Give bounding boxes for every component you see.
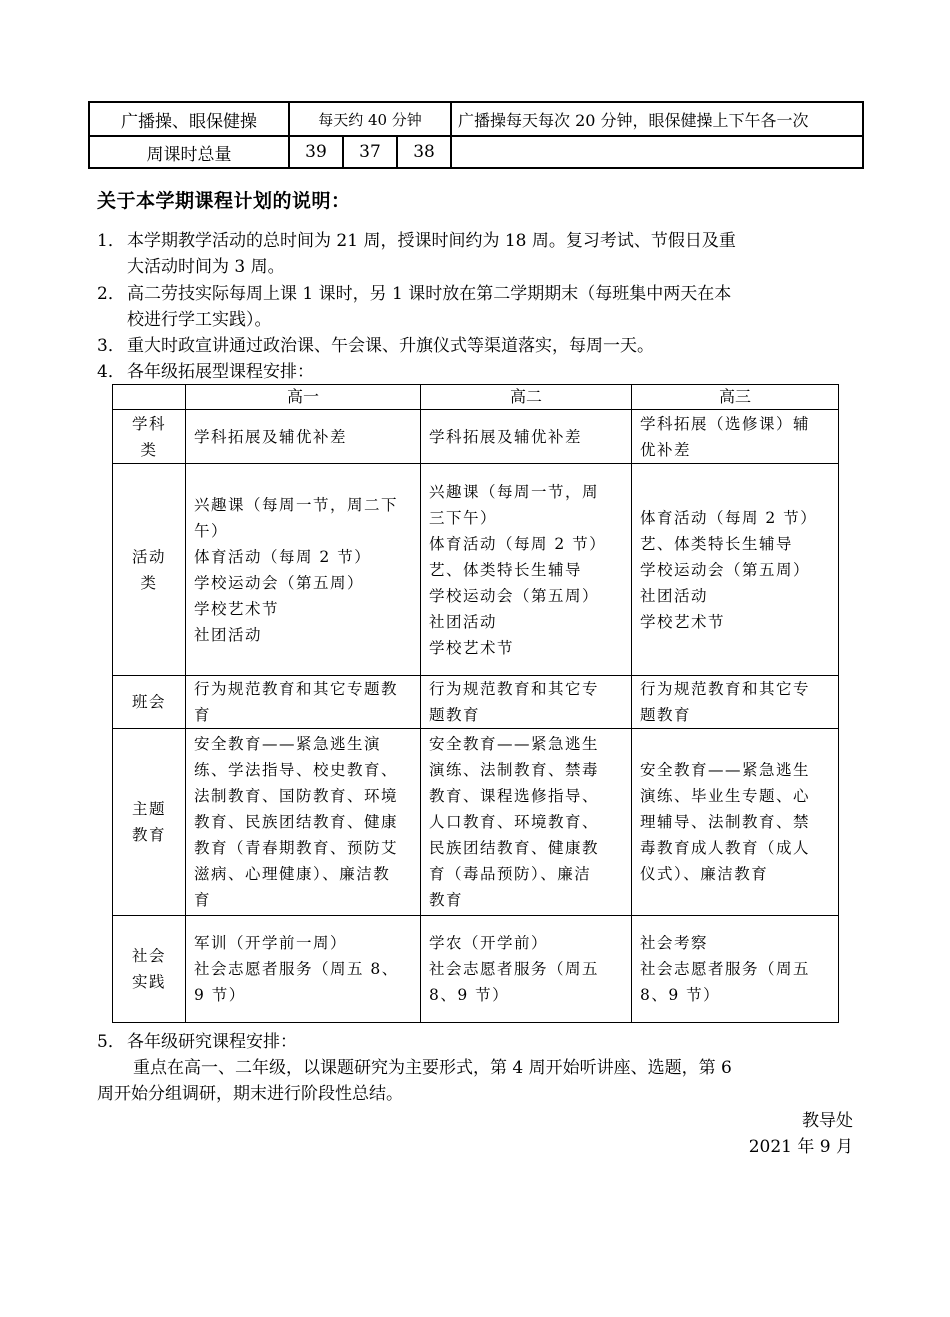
item-text-continued: 校进行学工实践）。 xyxy=(127,310,272,330)
cell-line: 教育（青春期教育、预防艾 xyxy=(194,839,399,857)
table-cell xyxy=(186,916,421,1023)
cell-line: 教育、民族团结教育、健康 xyxy=(194,813,399,831)
category-label: 学科 xyxy=(131,414,166,433)
table-cell xyxy=(632,676,839,729)
cell-line: 民族团结教育、健康教 xyxy=(429,839,600,857)
cell-line: 题教育 xyxy=(640,706,692,724)
cell-line: 学校运动会（第五周） xyxy=(429,586,600,605)
category-label: 社会 xyxy=(131,947,166,965)
header-grade-11: 高二 xyxy=(421,385,632,410)
cell-line: 教育 xyxy=(429,891,464,909)
cell-line: 育（毒品预防）、廉洁 xyxy=(429,865,592,883)
signature-office: 教导处 xyxy=(802,1111,853,1131)
item-text-continued: 大活动时间为 3 周。 xyxy=(127,257,285,277)
cell-line: 艺、体类特长生辅导 xyxy=(640,534,794,553)
cell-line: 人口教育、环境教育、 xyxy=(429,813,600,831)
notes-title: 关于本学期课程计划的说明： xyxy=(97,190,351,212)
cell-line: 演练、毕业生专题、心 xyxy=(640,787,811,805)
cell-line: 学校艺术节 xyxy=(640,612,726,631)
cell-line: 社会志愿者服务（周五 xyxy=(429,960,600,978)
table-row xyxy=(89,136,863,168)
cell-line: 毒教育成人教育（成人 xyxy=(640,839,811,857)
item-number: 5． xyxy=(97,1032,125,1052)
category-cell xyxy=(113,676,186,729)
category-label: 实践 xyxy=(131,973,166,991)
row-note xyxy=(451,136,863,168)
cell-line: 育 xyxy=(194,706,212,724)
category-cell xyxy=(113,916,186,1023)
category-label: 类 xyxy=(140,440,158,459)
cell-line: 安全教育——紧急逃生 xyxy=(640,761,811,779)
cell-line: 学校运动会（第五周） xyxy=(194,573,365,592)
cell-line: 练、学法指导、校史教育、 xyxy=(194,761,399,779)
cell-line: 8、9 节） xyxy=(429,986,510,1004)
category-label: 教育 xyxy=(131,826,166,844)
paragraph-line: 周开始分组调研，期末进行阶段性总结。 xyxy=(97,1084,403,1104)
table-cell xyxy=(632,410,839,464)
table-cell xyxy=(421,676,632,729)
extension-courses-table xyxy=(112,384,839,1023)
daily-duration: 每天约 40 分钟 xyxy=(289,102,451,136)
category-label: 类 xyxy=(140,573,158,592)
cell-line: 行为规范教育和其它专 xyxy=(640,680,811,698)
table-row xyxy=(113,916,839,1023)
table-cell xyxy=(421,729,632,916)
cell-line: 滋病、心理健康）、廉洁教 xyxy=(194,865,391,883)
row-label: 广播操、眼保健操 xyxy=(89,102,289,136)
header-blank xyxy=(113,385,186,410)
cell-line: 题教育 xyxy=(429,706,481,724)
table-cell xyxy=(421,410,632,464)
list-item xyxy=(97,228,859,280)
paragraph-line: 重点在高一、二年级，以课题研究为主要形式，第 4 周开始听讲座、选题，第 6 xyxy=(133,1058,732,1078)
table-row xyxy=(113,464,839,676)
list-item xyxy=(97,1029,859,1055)
category-cell xyxy=(113,464,186,676)
item-number: 2． xyxy=(97,284,125,304)
header-grade-10: 高一 xyxy=(186,385,421,410)
cell-line: 社团活动 xyxy=(640,586,709,605)
cell-line: 仪式）、廉洁教育 xyxy=(640,865,769,883)
header-grade-12: 高三 xyxy=(632,385,839,410)
cell-line: 军训（开学前一周） xyxy=(194,934,348,952)
table-row xyxy=(113,410,839,464)
table-cell xyxy=(632,916,839,1023)
table-row xyxy=(89,102,863,136)
item-number: 1． xyxy=(97,231,125,251)
category-cell xyxy=(113,729,186,916)
table-row xyxy=(113,676,839,729)
cell-line: 行为规范教育和其它专题教 xyxy=(194,680,399,698)
item-number: 3． xyxy=(97,336,125,356)
cell-line: 安全教育——紧急逃生 xyxy=(429,735,600,753)
cell-line: 兴趣课（每周一节，周 xyxy=(429,482,600,501)
cell-line: 安全教育——紧急逃生演 xyxy=(194,735,382,753)
item-text: 本学期教学活动的总时间为 21 周，授课时间约为 18 周。复习考试、节假日及重 xyxy=(127,231,736,251)
signature-date: 2021 年 9 月 xyxy=(748,1137,853,1157)
table-cell xyxy=(632,464,839,676)
grade-10-hours: 39 xyxy=(289,136,343,168)
table-cell xyxy=(186,729,421,916)
item-text: 重大时政宣讲通过政治课、午会课、升旗仪式等渠道落实，每周一天。 xyxy=(127,336,654,356)
grade-11-hours: 37 xyxy=(343,136,397,168)
cell-line: 学校运动会（第五周） xyxy=(640,560,811,579)
cell-line: 优补差 xyxy=(640,440,692,459)
list-item xyxy=(97,333,859,359)
item-text: 各年级研究课程安排： xyxy=(127,1032,297,1052)
cell-line: 法制教育、国防教育、环境 xyxy=(194,787,399,805)
cell-line: 艺、体类特长生辅导 xyxy=(429,560,583,579)
cell-line: 兴趣课（每周一节，周二下 xyxy=(194,495,399,514)
cell-line: 学校艺术节 xyxy=(194,599,280,618)
table-cell xyxy=(186,464,421,676)
category-label: 班会 xyxy=(131,693,166,711)
cell-line: 社会志愿者服务（周五 8、 xyxy=(194,960,399,978)
cell-line: 学农（开学前） xyxy=(429,934,549,952)
table-cell xyxy=(421,464,632,676)
table-header-row xyxy=(113,385,839,410)
item-text: 各年级拓展型课程安排： xyxy=(127,362,314,382)
cell-line: 教育、课程选修指导、 xyxy=(429,787,600,805)
cell-line: 育 xyxy=(194,891,212,909)
table-cell xyxy=(186,676,421,729)
cell-line: 社团活动 xyxy=(429,612,498,631)
cell-line: 9 节） xyxy=(194,986,246,1004)
list-item xyxy=(97,359,859,385)
cell-line: 学科拓展及辅优补差 xyxy=(429,427,583,446)
category-label: 活动 xyxy=(131,547,166,566)
cell-line: 8、9 节） xyxy=(640,986,721,1004)
cell-line: 社会考察 xyxy=(640,934,709,952)
schedule-summary-table xyxy=(88,101,864,169)
cell-line: 体育活动（每周 2 节） xyxy=(194,547,372,566)
cell-line: 体育活动（每周 2 节） xyxy=(429,534,607,553)
table-cell xyxy=(421,916,632,1023)
table-cell xyxy=(632,729,839,916)
row-label: 周课时总量 xyxy=(89,136,289,168)
list-item xyxy=(97,281,859,333)
research-plan-paragraph xyxy=(97,1055,859,1107)
category-label: 主题 xyxy=(131,800,166,818)
grade-12-hours: 38 xyxy=(397,136,451,168)
table-cell xyxy=(186,410,421,464)
cell-line: 行为规范教育和其它专 xyxy=(429,680,600,698)
cell-line: 三下午） xyxy=(429,508,498,527)
cell-line: 演练、法制教育、禁毒 xyxy=(429,761,600,779)
cell-line: 学校艺术节 xyxy=(429,638,515,657)
cell-line: 学科拓展及辅优补差 xyxy=(194,427,348,446)
cell-line: 社会志愿者服务（周五 xyxy=(640,960,811,978)
item-text: 高二劳技实际每周上课 1 课时，另 1 课时放在第二学期期末（每班集中两天在本 xyxy=(127,284,732,304)
cell-line: 理辅导、法制教育、禁 xyxy=(640,813,811,831)
category-cell xyxy=(113,410,186,464)
item-number: 4． xyxy=(97,362,125,382)
cell-line: 午） xyxy=(194,521,229,540)
cell-line: 体育活动（每周 2 节） xyxy=(640,508,818,527)
cell-line: 社团活动 xyxy=(194,625,263,644)
table-row xyxy=(113,729,839,916)
row-note: 广播操每天每次 20 分钟，眼保健操上下午各一次 xyxy=(451,102,863,136)
cell-line: 学科拓展（选修课）辅 xyxy=(640,414,811,433)
